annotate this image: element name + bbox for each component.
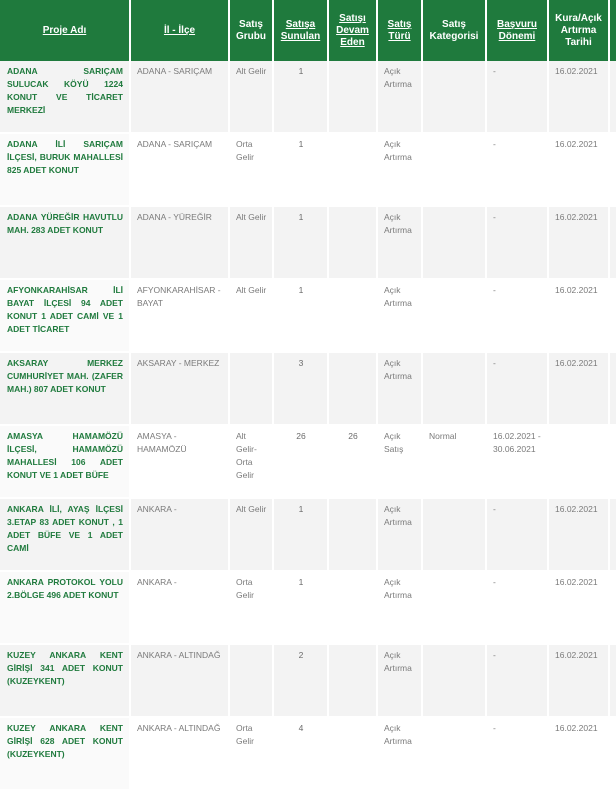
col-satisi-devam-eden-label[interactable]: Satışı Devam Eden [336, 12, 369, 48]
satis-grubu-cell: Alt Gelir [229, 279, 273, 352]
kura-tarihi-cell: 16.02.2021 [548, 61, 609, 133]
satis-grubu-cell: Alt Gelir [229, 498, 273, 571]
kura-tarihi-cell: 16.02.2021 [548, 498, 609, 571]
project-name-cell[interactable]: KUZEY ANKARA KENT GİRİŞİ 628 ADET KONUT (KUZEYKENT) [0, 717, 130, 790]
satis-kategorisi-cell [422, 717, 486, 790]
col-satis-kategorisi-label: Satış Kategorisi [429, 18, 479, 42]
satis-kategorisi-cell [422, 352, 486, 425]
table-row [0, 644, 616, 717]
kura-tarihi-cell: 16.02.2021 [548, 571, 609, 644]
satisa-sunulan-cell: 26 [273, 425, 328, 498]
satis-kategorisi-cell [422, 133, 486, 206]
col-il-ilce[interactable] [130, 0, 229, 61]
col-satisa-sunulan[interactable] [273, 0, 328, 61]
basvuru-donemi-cell: - [486, 133, 548, 206]
table-row [0, 206, 616, 279]
table-row [0, 425, 616, 498]
col-satis-kategorisi [422, 0, 486, 61]
satisi-devam-eden-cell [328, 498, 377, 571]
satisi-devam-eden-cell [328, 61, 377, 133]
satisa-sunulan-cell: 1 [273, 133, 328, 206]
kura-tarihi-cell: 16.02.2021 [548, 206, 609, 279]
col-satis-turu[interactable] [377, 0, 422, 61]
project-name-cell[interactable]: ADANA İLİ SARIÇAM İLÇESİ, BURUK MAHALLESİ 825 ADET KONUT [0, 133, 130, 206]
project-name-cell[interactable]: AMASYA HAMAMÖZÜ İLÇESİ, HAMAMÖZÜ MAHALLESİ 106 ADET KONUT VE 1 ADET BÜFE [0, 425, 130, 498]
satis-grubu-cell: Orta Gelir [229, 571, 273, 644]
satisa-sunulan-cell: 2 [273, 644, 328, 717]
satis-grubu-cell: Alt Gelir-Orta Gelir [229, 425, 273, 498]
satis-turu-cell: Açık Artırma [377, 279, 422, 352]
satisi-devam-eden-cell [328, 279, 377, 352]
il-ilce-cell: ADANA - YÜREĞİR [130, 206, 229, 279]
basvuru-donemi-cell: - [486, 644, 548, 717]
satis-turu-cell: Açık Artırma [377, 717, 422, 790]
satis-kategorisi-cell [422, 571, 486, 644]
il-ilce-cell: AFYONKARAHİSAR - BAYAT [130, 279, 229, 352]
satisa-sunulan-cell: 3 [273, 352, 328, 425]
satisi-devam-eden-cell [328, 571, 377, 644]
col-kura-tarihi [548, 0, 609, 61]
satis-turu-cell: Açık Artırma [377, 498, 422, 571]
satis-kategorisi-cell [422, 61, 486, 133]
kura-tarihi-cell: 16.02.2021 [548, 644, 609, 717]
satisi-devam-eden-cell [328, 133, 377, 206]
col-satis-grubu [229, 0, 273, 61]
satisa-sunulan-cell: 1 [273, 206, 328, 279]
satis-grubu-cell [229, 644, 273, 717]
satisi-devam-eden-cell [328, 717, 377, 790]
basvuru-donemi-cell: - [486, 717, 548, 790]
project-name-cell[interactable]: ANKARA PROTOKOL YOLU 2.BÖLGE 496 ADET KONUT [0, 571, 130, 644]
table-row [0, 571, 616, 644]
satis-kategorisi-cell [422, 498, 486, 571]
project-name-cell[interactable]: ADANA YÜREĞİR HAVUTLU MAH. 283 ADET KONUT [0, 206, 130, 279]
satis-kategorisi-cell [422, 206, 486, 279]
satisa-sunulan-cell: 1 [273, 571, 328, 644]
satisi-devam-eden-cell: 26 [328, 425, 377, 498]
extra-cell [609, 206, 616, 279]
satisa-sunulan-cell: 1 [273, 61, 328, 133]
kura-tarihi-cell: 16.02.2021 [548, 133, 609, 206]
basvuru-donemi-cell: - [486, 279, 548, 352]
table-row [0, 352, 616, 425]
table-row [0, 61, 616, 133]
satisa-sunulan-cell: 4 [273, 717, 328, 790]
il-ilce-cell: ANKARA - [130, 571, 229, 644]
il-ilce-cell: AKSARAY - MERKEZ [130, 352, 229, 425]
kura-tarihi-cell: 16.02.2021 [548, 352, 609, 425]
table-row [0, 498, 616, 571]
col-proje-adi[interactable] [0, 0, 130, 61]
satis-turu-cell: Açık Artırma [377, 206, 422, 279]
basvuru-donemi-cell: - [486, 206, 548, 279]
table-row [0, 133, 616, 206]
basvuru-donemi-cell: - [486, 571, 548, 644]
table-row [0, 279, 616, 352]
project-name-cell[interactable]: ANKARA İLİ, AYAŞ İLÇESİ 3.ETAP 83 ADET KONUT , 1 ADET BÜFE VE 1 ADET CAMİ [0, 498, 130, 571]
satisa-sunulan-cell: 1 [273, 279, 328, 352]
satis-grubu-cell: Orta Gelir [229, 717, 273, 790]
col-satisa-sunulan-label[interactable]: Satışa Sunulan [280, 18, 321, 42]
col-il-ilce-label[interactable]: İl - İlçe [163, 24, 196, 36]
basvuru-donemi-cell: - [486, 61, 548, 133]
col-satis-turu-label[interactable]: Satış Türü [387, 18, 412, 42]
extra-cell [609, 644, 616, 717]
satis-kategorisi-cell [422, 279, 486, 352]
project-name-cell[interactable]: AFYONKARAHİSAR İLİ BAYAT İLÇESİ 94 ADET KONUT 1 ADET CAMİ VE 1 ADET TİCARET [0, 279, 130, 352]
table-header-row [0, 0, 616, 61]
kura-tarihi-cell: 16.02.2021 [548, 279, 609, 352]
project-name-cell[interactable]: ADANA SARIÇAM SULUCAK KÖYÜ 1224 KONUT VE TİCARET MERKEZİ [0, 61, 130, 133]
il-ilce-cell: ADANA - SARIÇAM [130, 133, 229, 206]
col-basvuru-donemi-label[interactable]: Başvuru Dönemi [496, 18, 537, 42]
col-extra [609, 0, 616, 61]
satisi-devam-eden-cell [328, 352, 377, 425]
satis-kategorisi-cell [422, 644, 486, 717]
col-proje-adi-label[interactable]: Proje Adı [42, 24, 87, 36]
col-satis-grubu-label: Satış Grubu [236, 18, 266, 42]
satisi-devam-eden-cell [328, 206, 377, 279]
extra-cell [609, 498, 616, 571]
satis-turu-cell: Açık Satış [377, 425, 422, 498]
satisa-sunulan-cell: 1 [273, 498, 328, 571]
satis-turu-cell: Açık Artırma [377, 571, 422, 644]
table-row [0, 717, 616, 790]
il-ilce-cell: AMASYA - HAMAMÖZÜ [130, 425, 229, 498]
il-ilce-cell: ANKARA - ALTINDAĞ [130, 644, 229, 717]
basvuru-donemi-cell: - [486, 352, 548, 425]
satis-kategorisi-cell: Normal [422, 425, 486, 498]
satis-grubu-cell: Alt Gelir [229, 61, 273, 133]
extra-cell [609, 571, 616, 644]
satis-turu-cell: Açık Artırma [377, 352, 422, 425]
extra-cell [609, 717, 616, 790]
extra-cell [609, 133, 616, 206]
il-ilce-cell: ANKARA - [130, 498, 229, 571]
col-basvuru-donemi[interactable] [486, 0, 548, 61]
basvuru-donemi-cell: 16.02.2021 - 30.06.2021 [486, 425, 548, 498]
kura-tarihi-cell: 16.02.2021 [548, 717, 609, 790]
extra-cell [609, 352, 616, 425]
col-satisi-devam-eden[interactable] [328, 0, 377, 61]
satis-turu-cell: Açık Artırma [377, 61, 422, 133]
col-kura-tarihi-label: Kura/Açık Artırma Tarihi [555, 12, 602, 48]
extra-cell [609, 279, 616, 352]
project-name-cell[interactable]: KUZEY ANKARA KENT GİRİŞİ 341 ADET KONUT (KUZEYKENT) [0, 644, 130, 717]
extra-cell [609, 61, 616, 133]
project-name-cell[interactable]: AKSARAY MERKEZ CUMHURİYET MAH. (ZAFER MAH.) 807 ADET KONUT [0, 352, 130, 425]
satis-grubu-cell: Alt Gelir [229, 206, 273, 279]
satis-turu-cell: Açık Artırma [377, 644, 422, 717]
extra-cell [609, 425, 616, 498]
satis-turu-cell: Açık Artırma [377, 133, 422, 206]
satisi-devam-eden-cell [328, 644, 377, 717]
il-ilce-cell: ANKARA - ALTINDAĞ [130, 717, 229, 790]
kura-tarihi-cell [548, 425, 609, 498]
satis-grubu-cell: Orta Gelir [229, 133, 273, 206]
basvuru-donemi-cell: - [486, 498, 548, 571]
il-ilce-cell: ADANA - SARIÇAM [130, 61, 229, 133]
satis-grubu-cell [229, 352, 273, 425]
